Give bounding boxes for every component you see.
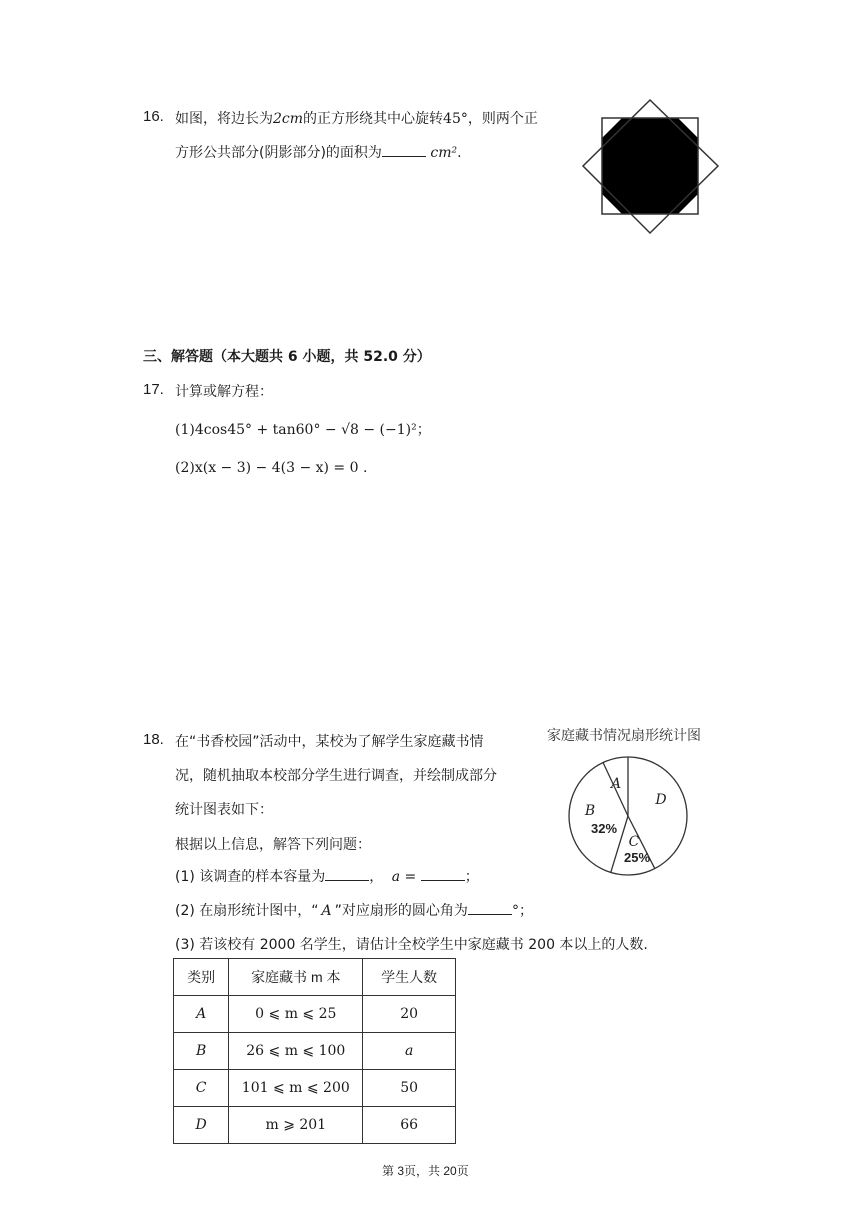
slice-value-label: 32% [590,821,618,836]
question-text: 统计图表如下： [175,802,273,818]
page-footer: 第 3页，共 20页 [382,1164,469,1178]
text: ； [464,869,479,885]
sub-question [175,900,533,920]
question-text: 在“书香校园”活动中，某校为了解学生家庭藏书情 [175,734,484,750]
question-number: 16. [143,108,164,125]
text: ”对应扇形的圆心角为 [334,903,468,919]
math-expression: (2)x(x − 3) − 4(3 − x) = 0 . [175,460,368,476]
header-cell: 家庭藏书 m 本 [229,959,363,996]
table-row [174,1107,456,1144]
sub-question [175,866,479,886]
question-text [175,142,462,162]
table-cell: a [363,1033,456,1070]
text: ，则两个正 [467,111,538,127]
text: 如图，将边长为 [175,111,273,127]
table-cell: 101 ⩽ m ⩽ 200 [229,1070,363,1107]
table-header-row [174,959,456,996]
table-cell: m ⩾ 201 [229,1107,363,1144]
table-cell: 0 ⩽ m ⩽ 25 [229,996,363,1033]
text: °； [511,903,533,919]
question-text: 况，随机抽取本校部分学生进行调查，并绘制成部分 [175,768,497,784]
math-value: A [321,903,332,919]
section-heading: 三、解答题（本大题共 6 小题，共 52.0 分） [143,349,431,365]
question-text: 根据以上信息，解答下列问题： [175,837,371,853]
slice-label: B [584,803,596,819]
answer-blank[interactable] [382,142,426,157]
table-row [174,1033,456,1070]
table-cell: 26 ⩽ m ⩽ 100 [229,1033,363,1070]
text: ， [369,869,384,885]
table-cell: A [174,996,229,1033]
header-cell: 类别 [174,959,229,996]
math-expression: (1)4cos45° + tan60° − √8 − (−1)²； [175,422,431,438]
sub-question: (3) 若该校有 2000 名学生，请估计全校学生中家庭藏书 200 本以上的人数. [175,937,648,953]
math-value: a = [391,869,417,885]
slice-label: A [610,776,622,792]
text: . [457,145,462,161]
header-cell: 学生人数 [363,959,456,996]
text: (1) 该调查的样本容量为 [175,869,326,885]
table-cell: 66 [363,1107,456,1144]
text: (2) 在扇形统计图中，“ [175,903,319,919]
question-text [175,108,538,128]
question-text: 计算或解方程： [175,384,273,400]
table-row [174,1070,456,1107]
pie-chart [566,754,690,878]
data-table [173,958,456,1144]
table-cell: 20 [363,996,456,1033]
table-cell: D [174,1107,229,1144]
answer-blank[interactable] [421,866,465,881]
table-cell: 50 [363,1070,456,1107]
answer-blank[interactable] [468,900,512,915]
question-number: 18. [143,731,164,748]
math-value: 45° [443,111,468,127]
slice-label: D [655,792,667,808]
table-row [174,996,456,1033]
table-cell: C [174,1070,229,1107]
answer-blank[interactable] [325,866,369,881]
unit: cm² [430,145,458,161]
table-cell: B [174,1033,229,1070]
slice-label: C [628,834,640,850]
rotated-squares-figure [580,98,720,238]
math-value: 2cm [273,111,304,127]
text: 的正方形绕其中心旋转 [303,111,444,127]
chart-title: 家庭藏书情况扇形统计图 [547,728,701,744]
slice-value-label: 25% [623,850,651,865]
question-number: 17. [143,381,164,398]
text: 方形公共部分(阴影部分)的面积为 [175,145,382,161]
